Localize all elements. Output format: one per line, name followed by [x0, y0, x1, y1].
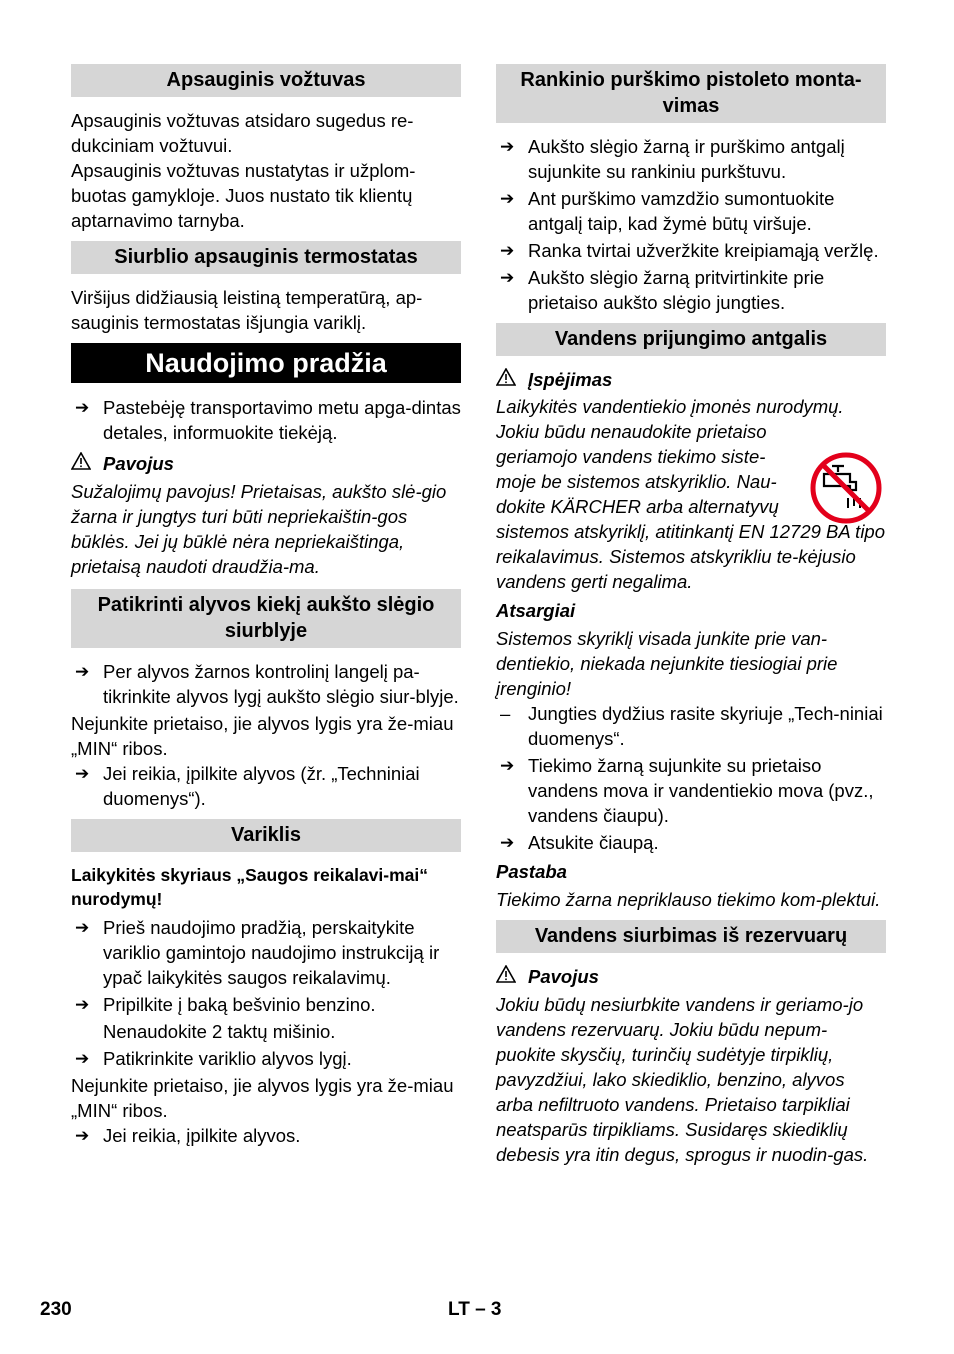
dash-marker: –: [500, 703, 511, 724]
heading-safety-valve: Apsauginis vožtuvas: [71, 64, 461, 97]
left-column: [71, 64, 461, 1150]
heading-start-of-operation: Naudojimo pradžia: [71, 343, 461, 383]
engine-note: Nenaudokite 2 taktų mišinio.: [103, 1021, 336, 1042]
arrow-right-icon: ➔: [500, 756, 515, 775]
warning-text-2: Jokiu būdu nenaudokite prietaiso geriamojo vandens tiekimo siste-moje be sistemos atskyriklio. Nau-dokite KÄRCHER arba alternatyvų: [496, 421, 779, 517]
right-column: [496, 64, 886, 1167]
list-item: ➔ Ant purškimo vamzdžio sumontuokite antgalį taip, kad žymė būtų viršuje.: [500, 188, 835, 234]
arrow-right-icon: ➔: [75, 1126, 90, 1145]
arrow-right-icon: ➔: [500, 268, 515, 287]
warning-notice: Įspėjimas: [496, 367, 886, 392]
danger-text: Sužalojimų pavojus! Prietaisas, aukšto slė-gio žarna ir jungtys turi būti nepriekaištin-gos būklės. Jei jų būklė nėra nepriekaištinga, prietaisą naudoti draudžia-ma.: [71, 481, 447, 577]
warning-text-1: Laikykitės vandentiekio įmonės nurodymų.: [496, 396, 844, 417]
list-item: ➔ Pastebėję transportavimo metu apga-dintas detales, informuokite tiekėją.: [75, 397, 461, 443]
engine-paragraph: Nejunkite prietaiso, jie alyvos lygis yra že-miau „MIN“ ribos.: [71, 1075, 454, 1121]
arrow-right-icon: ➔: [500, 241, 515, 260]
arrow-right-icon: ➔: [500, 189, 515, 208]
no-drinking-water-icon: [810, 452, 882, 524]
valve-paragraph-1: Apsauginis vožtuvas atsidaro sugedus re-dukciniam vožtuvui.: [71, 110, 414, 156]
heading-gun-assembly: Rankinio purškimo pistoleto monta-vimas: [496, 64, 886, 123]
heading-pump-thermostat: Siurblio apsauginis termostatas: [71, 241, 461, 274]
warning-triangle-icon: [496, 964, 518, 989]
engine-subheading: Laikykitės skyriaus „Saugos reikalavi-mai“ nurodymų!: [71, 865, 428, 909]
arrow-right-icon: ➔: [75, 1049, 90, 1068]
list-item: ➔ Patikrinkite variklio alyvos lygį.: [75, 1048, 352, 1069]
list-item: ➔ Tiekimo žarną sujunkite su prietaiso vandens mova ir vandentiekio mova (pvz., vandens čiaupu).: [500, 755, 874, 826]
heading-water-connection: Vandens prijungimo antgalis: [496, 323, 886, 356]
warning-triangle-icon: [71, 451, 93, 476]
list-item: – Jungties dydžius rasite skyriuje „Tech-niniai duomenys“.: [500, 703, 883, 749]
heading-check-oil: Patikrinti alyvos kiekį aukšto slėgio siurblyje: [71, 589, 461, 648]
caution-text: Sistemos skyriklį visada junkite prie van-dentiekio, niekada nejunkite tiesiogiai prie įrenginio!: [496, 628, 838, 699]
arrow-right-icon: ➔: [75, 398, 90, 417]
arrow-right-icon: ➔: [75, 662, 90, 681]
valve-paragraph-2: Apsauginis vožtuvas nustatytas ir užplom-buotas gamykloje. Juos nustato tik klientų aptarnavimo tarnyba.: [71, 160, 416, 231]
danger-notice: Pavojus: [71, 451, 461, 476]
thermostat-paragraph: Viršijus didžiausią leistiną temperatūrą, ap-sauginis termostatas išjungia variklį.: [71, 287, 423, 333]
list-item: ➔ Jei reikia, įpilkite alyvos.: [75, 1125, 301, 1146]
danger-text: Jokiu būdų nesiurbkite vandens ir geriamo-jo vandens rezervuarų. Jokiu būdu nepum-puokite skysčių, turinčių sudėtyje tirpiklių, pavyzdžiui, lako skiediklio, benzino, alyvos arba nefiltruoto vandens. Prietaiso tarpikliai neatsparūs tirpikliams. Susidaręs skiediklių debesis yra itin degus, sprogus ir nuodin-gas.: [496, 994, 869, 1165]
arrow-right-icon: ➔: [75, 918, 90, 937]
arrow-right-icon: ➔: [500, 137, 515, 156]
list-item: ➔ Prieš naudojimo pradžią, perskaitykite variklio gamintojo naudojimo instrukciją ir ypač laikykitės saugos reikalavimų.: [75, 917, 440, 988]
language-page-label: LT – 3: [448, 1299, 502, 1320]
arrow-right-icon: ➔: [75, 995, 90, 1014]
warning-text-3: sistemos atskyriklį, atitinkantį EN 12729 BA tipo reikalavimus. Sistemos atskyrikliu te-kėjusio vandens gerti negalima.: [496, 521, 886, 592]
list-item: ➔ Ranka tvirtai užveržkite kreipiamąją veržlę.: [500, 240, 879, 261]
heading-water-from-tanks: Vandens siurbimas iš rezervuarų: [496, 920, 886, 953]
oil-paragraph: Nejunkite prietaiso, jie alyvos lygis yra že-miau „MIN“ ribos.: [71, 713, 454, 759]
list-item: ➔ Aukšto slėgio žarną ir purškimo antgalį sujunkite su rankiniu purkštuvu.: [500, 136, 845, 182]
warning-triangle-icon: [496, 367, 518, 392]
list-item: ➔ Atsukite čiaupą.: [500, 832, 659, 853]
list-item: ➔ Jei reikia, įpilkite alyvos (žr. „Techniniai duomenys“).: [75, 763, 420, 809]
arrow-right-icon: ➔: [500, 833, 515, 852]
list-item: ➔ Pripilkite į baką bešvinio benzino.: [75, 994, 376, 1015]
danger-notice: Pavojus: [496, 964, 886, 989]
list-item: ➔ Per alyvos žarnos kontrolinį langelį pa-tikrinkite alyvos lygį aukšto slėgio siur-blyje.: [75, 661, 459, 707]
list-item: ➔ Aukšto slėgio žarną pritvirtinkite prie prietaiso aukšto slėgio jungties.: [500, 267, 825, 313]
caution-label: Atsargiai: [496, 600, 576, 621]
note-text: Tiekimo žarna nepriklauso tiekimo kom-plektui.: [496, 889, 881, 910]
note-label: Pastaba: [496, 861, 567, 882]
page-number: 230: [40, 1299, 72, 1320]
heading-engine: Variklis: [71, 819, 461, 852]
arrow-right-icon: ➔: [75, 764, 90, 783]
